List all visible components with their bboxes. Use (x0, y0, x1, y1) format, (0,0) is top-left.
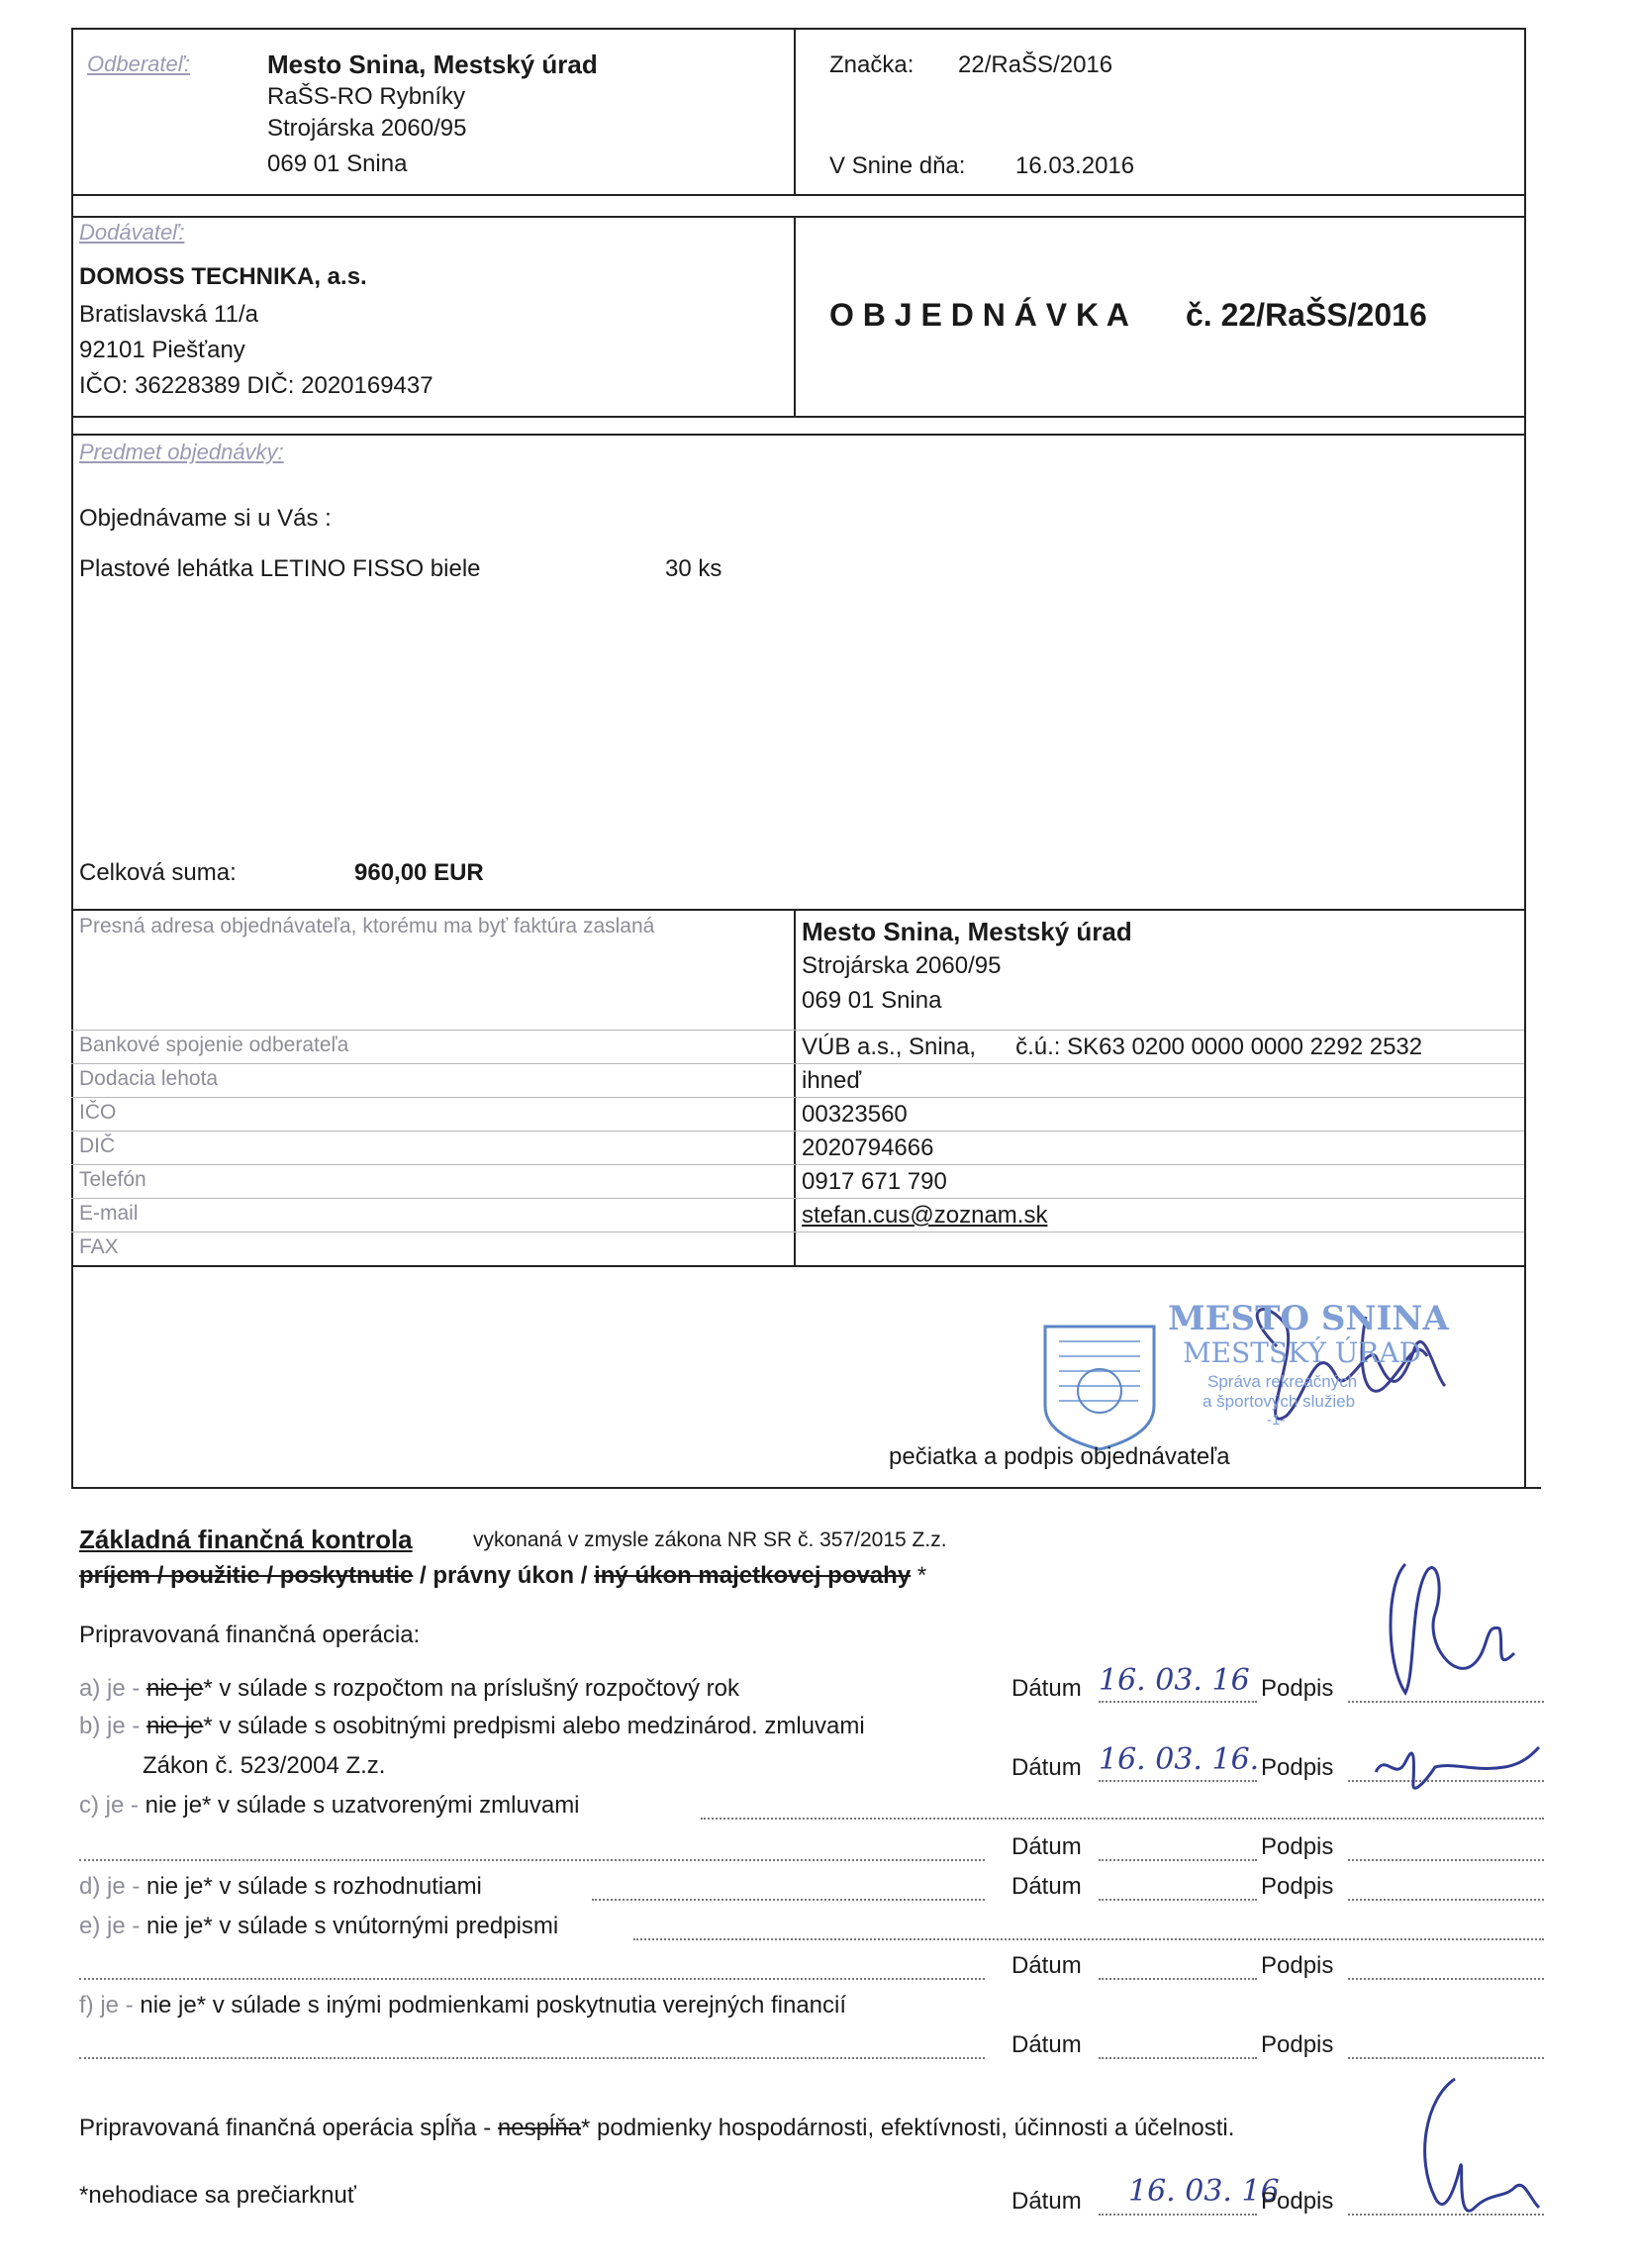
phone-value: 0917 671 790 (802, 1168, 947, 1195)
frame-mid-top (794, 28, 796, 194)
item-f-date-label: Dátum (1011, 2031, 1082, 2058)
fax-label: FAX (79, 1235, 119, 1258)
billing-address-line-1: Strojárska 2060/95 (802, 952, 1002, 979)
item-a-text: * v súlade s rozpočtom na príslušný rozpočtový rok (203, 1675, 739, 1702)
item-f-sign-label: Podpis (1261, 2031, 1334, 2058)
conclusion-b: * podmienky hospodárnosti, efektívnosti, účinnosti a účelnosti. (581, 2115, 1235, 2141)
item-a-date-label: Dátum (1011, 1675, 1082, 1702)
control-item-e (79, 1913, 558, 1940)
item-d-fill-line (592, 1899, 985, 1901)
item-f-date-line (1099, 2057, 1257, 2059)
item-name: Plastové lehátka LETINO FISSO biele (79, 555, 481, 582)
billing-row-divider (71, 1131, 1524, 1132)
billing-row-divider (71, 1198, 1524, 1199)
total-label: Celková suma: (79, 859, 237, 886)
total-value: 960,00 EUR (354, 859, 484, 886)
frame-mid-supplier (794, 216, 796, 416)
stamp-caption: pečiatka a podpis objednávateľa (889, 1443, 1230, 1470)
official-stamp (1039, 1287, 1465, 1455)
item-e-text: nie je* v súlade s vnútornými predpismi (146, 1913, 559, 1939)
item-b-prefix: b) je - (79, 1713, 141, 1739)
item-a-date: 16. 03. 16 (1099, 1663, 1250, 1698)
frame-line-6 (71, 1265, 1526, 1267)
signature-a (1366, 1544, 1524, 1713)
frame-line-4 (71, 434, 1526, 436)
buyer-label: Odberateľ: (87, 51, 191, 76)
item-a-date-line (1099, 1701, 1257, 1703)
item-d-sign-line (1348, 1899, 1544, 1901)
frame-left (71, 28, 73, 1489)
frame-bottom (71, 1487, 1541, 1489)
item-d-prefix: d) je - (79, 1873, 141, 1900)
item-c-date-label: Dátum (1011, 1833, 1082, 1860)
control-title-rest: vykonaná v zmysle zákona NR SR č. 357/2015 Z.z. (473, 1528, 947, 1551)
frame-mid-billing (794, 909, 796, 1265)
billing-row-divider (71, 1232, 1524, 1233)
phone-label: Telefón (79, 1168, 146, 1191)
order-date: 16.03.2016 (1015, 152, 1135, 179)
item-e-sign-label: Podpis (1261, 1952, 1334, 1979)
item-c-date-line (1099, 1859, 1257, 1861)
ico-value: 00323560 (802, 1101, 908, 1128)
control-struck-2: iný úkon majetkovej povahy (594, 1562, 912, 1589)
control-subtitle (79, 1562, 926, 1590)
control-item-c (79, 1792, 580, 1820)
item-e-fill-line (633, 1938, 1544, 1940)
buyer-line-3: 069 01 Snina (267, 150, 408, 177)
item-c-text: nie je* v súlade s uzatvorenými zmluvami (144, 1792, 580, 1819)
item-a-prefix: a) je - (79, 1675, 141, 1702)
billing-row-divider (71, 1030, 1524, 1031)
email-label: E-mail (79, 1202, 139, 1225)
supplier-name: DOMOSS TECHNIKA, a.s. (79, 263, 367, 290)
frame-line-5 (71, 909, 1526, 911)
frame-line-1 (71, 194, 1526, 196)
item-f-prefix: f) je - (79, 1992, 134, 2019)
delivery-value: ihneď (802, 1067, 862, 1094)
signature-b (1366, 1723, 1554, 1802)
order-number: č. 22/RaŠS/2016 (1186, 297, 1427, 333)
conclusion (79, 2115, 1234, 2142)
item-quantity: 30 ks (665, 555, 722, 582)
dic-label: DIČ (79, 1134, 116, 1157)
email-value[interactable]: stefan.cus@zoznam.sk (802, 1202, 1048, 1229)
item-d-date-line (1099, 1899, 1257, 1901)
item-d-text: nie je* v súlade s rozhodnutiami (146, 1873, 482, 1900)
item-b-date-line (1099, 1780, 1257, 1782)
frame-line-2 (71, 216, 1526, 218)
control-item-b (79, 1713, 865, 1740)
control-title: Základná finančná kontrola (79, 1525, 413, 1554)
item-f-sign-line (1348, 2057, 1544, 2059)
supplier-ids: IČO: 36228389 DIČ: 2020169437 (79, 372, 433, 399)
subject-label: Predmet objednávky: (79, 440, 284, 464)
stamp-line-4: a športových služieb (1203, 1392, 1356, 1411)
billing-row-divider (71, 1164, 1524, 1165)
stamp-line-2: MESTSKÝ ÚRAD (1183, 1336, 1422, 1369)
item-e-date-label: Dátum (1011, 1952, 1082, 1979)
item-c-fill-line-2 (79, 1859, 985, 1861)
item-e-sign-line (1348, 1978, 1544, 1980)
item-d-sign-label: Podpis (1261, 1873, 1334, 1900)
control-item-d (79, 1873, 482, 1901)
buyer-line-2: Strojárska 2060/95 (267, 115, 467, 142)
control-struck-1: príjem / použitie / poskytnutie (79, 1562, 414, 1589)
item-b-sign-label: Podpis (1261, 1754, 1334, 1781)
item-a-struck: nie je (146, 1675, 204, 1702)
item-f-fill-line (79, 2057, 985, 2059)
conclusion-a: Pripravovaná finančná operácia spĺňa - (79, 2115, 492, 2141)
buyer-name: Mesto Snina, Mestský úrad (267, 49, 598, 79)
control-item-f (79, 1992, 846, 2020)
frame-line-3 (71, 416, 1526, 418)
billing-address-name: Mesto Snina, Mestský úrad (802, 917, 1132, 946)
signature-final (1395, 2069, 1544, 2247)
supplier-street: Bratislavská 11/a (79, 301, 258, 328)
control-kept: / právny úkon / (420, 1562, 588, 1589)
buyer-line-1: RaŠS-RO Rybníky (267, 83, 466, 110)
item-c-prefix: c) je - (79, 1792, 139, 1819)
bank-value: VÚB a.s., Snina, č.ú.: SK63 0200 0000 0000 2292 2532 (802, 1034, 1423, 1060)
supplier-city: 92101 Piešťany (79, 337, 245, 363)
stamp-line-5: -1- (1267, 1412, 1286, 1429)
final-sign-label: Podpis (1261, 2188, 1334, 2215)
item-b-law: Zákon č. 523/2004 Z.z. (143, 1752, 386, 1779)
item-b-date: 16. 03. 16. (1099, 1742, 1260, 1777)
billing-row-divider (71, 1063, 1524, 1064)
stamp-line-3: Správa rekreačných (1207, 1372, 1358, 1391)
bank-label: Bankové spojenie odberateľa (79, 1034, 349, 1056)
item-c-sign-line (1348, 1859, 1544, 1861)
stamp-line-1: MESTO SNINA (1168, 1299, 1449, 1338)
item-b-date-label: Dátum (1011, 1754, 1082, 1781)
billing-address-label: Presná adresa objednávateľa, ktorému ma byť faktúra zaslaná (79, 915, 655, 937)
final-date: 16. 03. 16 (1128, 2174, 1280, 2209)
conclusion-struck: nespĺňa (497, 2115, 581, 2141)
footnote: *nehodiace sa prečiarknuť (79, 2182, 356, 2209)
item-e-prefix: e) je - (79, 1913, 141, 1939)
item-a-sign-label: Podpis (1261, 1675, 1334, 1702)
supplier-label: Dodávateľ: (79, 220, 185, 245)
dic-value: 2020794666 (802, 1134, 934, 1161)
ico-label: IČO (79, 1101, 117, 1124)
item-e-fill-line-2 (79, 1978, 985, 1980)
prepared-label: Pripravovaná finančná operácia: (79, 1622, 421, 1648)
billing-row-divider (71, 1097, 1524, 1098)
billing-address-line-2: 069 01 Snina (802, 987, 942, 1014)
reference-value: 22/RaŠS/2016 (958, 51, 1113, 78)
delivery-label: Dodacia lehota (79, 1067, 219, 1090)
reference-label: Značka: (829, 51, 914, 78)
frame-top (71, 28, 1526, 30)
final-date-line (1099, 2214, 1257, 2216)
subject-intro: Objednávame si u Vás : (79, 505, 332, 532)
item-c-sign-label: Podpis (1261, 1833, 1334, 1860)
frame-right (1524, 28, 1526, 1487)
control-item-a (79, 1675, 739, 1703)
item-b-struck: nie je (146, 1713, 204, 1739)
item-c-fill-line (701, 1818, 1544, 1820)
item-b-text: * v súlade s osobitnými predpismi alebo medzinárod. zmluvami (203, 1713, 865, 1739)
order-title: O B J E D N Á V K A (829, 297, 1129, 333)
final-date-label: Dátum (1011, 2188, 1082, 2215)
item-d-date-label: Dátum (1011, 1873, 1082, 1900)
place-label: V Snine dňa: (829, 152, 966, 179)
control-asterisk: * (916, 1562, 927, 1589)
item-f-text: nie je* v súlade s inými podmienkami poskytnutia verejných financií (140, 1992, 847, 2019)
item-e-date-line (1099, 1978, 1257, 1980)
